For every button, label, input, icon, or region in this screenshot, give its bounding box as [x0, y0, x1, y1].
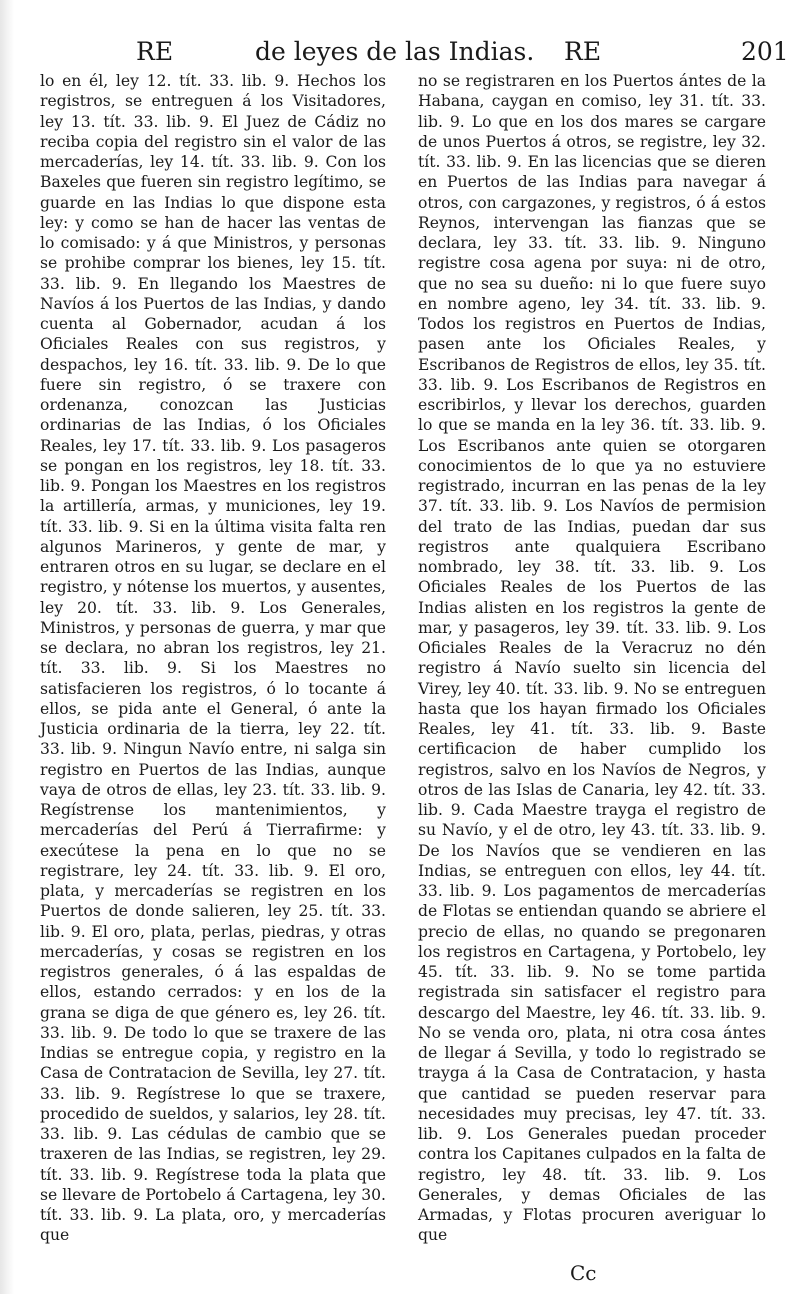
text-column-left — [40, 71, 386, 1246]
left-column-text: lo en él, ley 12. tít. 33. lib. 9. Hechos los registros, se entreguen á los Visitadores, ley 13. tít. 33. lib. 9. El Juez de Cádiz no reciba copia del registro sin el valor de las mercaderías, ley 14. tít. 33. lib. 9. Con los Baxeles que fueren sin registro legítimo, se guarde en las Indias lo que dispone esta ley: y como se han de hacer las ventas de lo comisado: y á que Ministros, y personas se prohibe comprar los bienes, ley 15. tít. 33. lib. 9. En llegando los Maestres de Navíos á los Puertos de las Indias, y dando cuenta al Gobernador, acudan á los Oficiales Reales con sus registros, y despachos, ley 16. tít. 33. lib. 9. De lo que fuere sin registro, ó se traxere con ordenanza, conozcan las Justicias ordinarias de las Indias, ó los Oficiales Reales, ley 17. tít. 33. lib. 9. Los pasageros se pongan en los registros, ley 18. tít. 33. lib. 9. Pongan los Maestres en los registros la artillería, armas, y municiones, ley 19. tít. 33. lib. 9. Si en la última visita falta ren algunos Marineros, y gente de mar, y entraren otros en su lugar, se declare en el registro, y nótense los muertos, y ausentes, ley 20. tít. 33. lib. 9. Los Generales, Ministros, y personas de guerra, y mar que se declara, no abran los registros, ley 21. tít. 33. lib. 9. Si los Maestres no satisfacieren los registros, ó lo tocante á ellos, se pida ante el General, ó ante la Justicia ordinaria de la tierra, ley 22. tít. 33. lib. 9. Ningun Navío entre, ni salga sin registro en Puertos de las Indias, aunque vaya de otros de ellas, ley 23. tít. 33. lib. 9. Regístrense los mantenimientos, y mercaderías del Perú á Tierrafirme: y execútese la pena en lo que no se registrare, ley 24. tít. 33. lib. 9. El oro, plata, y mercaderías se registren en los Puertos de donde salieren, ley 25. tít. 33. lib. 9. El oro, plata, perlas, piedras, y otras mercaderías, y cosas se registren en los registros generales, ó á las espaldas de ellos, estando cerrados: y en los de la grana se diga de que género es, ley 26. tít. 33. lib. 9. De todo lo que se traxere de las Indias se entregue copia, y registro en la Casa de Contratacion de Sevilla, ley 27. tít. 33. lib. 9. Regístrese lo que se traxere, procedido de sueldos, y salarios, ley 28. tít. 33. lib. 9. Las cédulas de cambio que se traxeren de las Indias, se registren, ley 29. tít. 33. lib. 9. Regístrese toda la plata que se llevare de Portobelo á Cartagena, ley 30. tít. 33. lib. 9. La plata, oro, y mercaderías que — [40, 72, 386, 1245]
right-column-text: no se registraren en los Puertos ántes de la Habana, caygan en comiso, ley 31. tít. 33. lib. 9. Lo que en los dos mares se cargare de unos Puertos á otros, se registre, ley 32. tít. 33. lib. 9. En las licencias que se dieren en Puertos de las Indias para navegar á otros, con cargazones, y registros, ó á estos Reynos, intervengan las fianzas que se declara, ley 33. tít. 33. lib. 9. Ninguno registre cosa agena por suya: ni de otro, que no sea su dueño: ni lo que fuere suyo en nombre ageno, ley 34. tít. 33. lib. 9. Todos los registros en Puertos de Indias, pasen ante los Oficiales Reales, y Escribanos de Registros de ellos, ley 35. tít. 33. lib. 9. Los Escribanos de Registros en escribirlos, y llevar los derechos, guarden lo que se manda en la ley 36. tít. 33. lib. 9. Los Escribanos ante quien se otorgaren conocimientos de lo que ya no estuviere registrado, incurran en las penas de la ley 37. tít. 33. lib. 9. Los Navíos de permision del trato de las Indias, puedan dar sus registros ante qualquiera Escribano nombrado, ley 38. tít. 33. lib. 9. Los Oficiales Reales de los Puertos de las Indias alisten en los registros la gente de mar, y pasageros, ley 39. tít. 33. lib. 9. Los Oficiales Reales de la Veracruz no dén registro á Navío suelto sin licencia del Virey, ley 40. tít. 33. lib. 9. No se entreguen hasta que los hayan firmado los Oficiales Reales, ley 41. tít. 33. lib. 9. Baste certificacion de haber cumplido los registros, salvo en los Navíos de Negros, y otros de las Islas de Canaria, ley 42. tít. 33. lib. 9. Cada Maestre trayga el registro de su Navío, y el de otro, ley 43. tít. 33. lib. 9. De los Navíos que se vendieren en las Indias, se entreguen con ellos, ley 44. tít. 33. lib. 9. Los pagamentos de mercaderías de Flotas se entiendan quando se abriere el precio de ellas, no quando se pregonaren los registros en Cartagena, y Portobelo, ley 45. tít. 33. lib. 9. No se tome partida registrada sin satisfacer el registro para descargo del Maestre, ley 46. tít. 33. lib. 9. No se venda oro, plata, ni otra cosa ántes de llegar á Sevilla, y todo lo registrado se trayga á la Casa de Contratacion, y hasta que cantidad se pueden reservar para necesidades muy precisas, ley 47. tít. 33. lib. 9. Los Generales puedan proceder contra los Capitanes culpados en la falta de registro, ley 48. tít. 33. lib. 9. Los Generales, y demas Oficiales de las Armadas, y Flotas procuren averiguar lo que — [418, 72, 766, 1245]
text-column-right — [418, 71, 766, 1246]
header-right-keyword: RE — [564, 37, 602, 66]
header-title: de leyes de las Indias. — [255, 37, 535, 66]
running-header — [0, 34, 801, 70]
page-number: 201 — [741, 37, 789, 66]
catchword: Cc — [570, 1261, 597, 1285]
page-gutter-shadow — [0, 0, 14, 1294]
header-left-keyword: RE — [136, 37, 174, 66]
